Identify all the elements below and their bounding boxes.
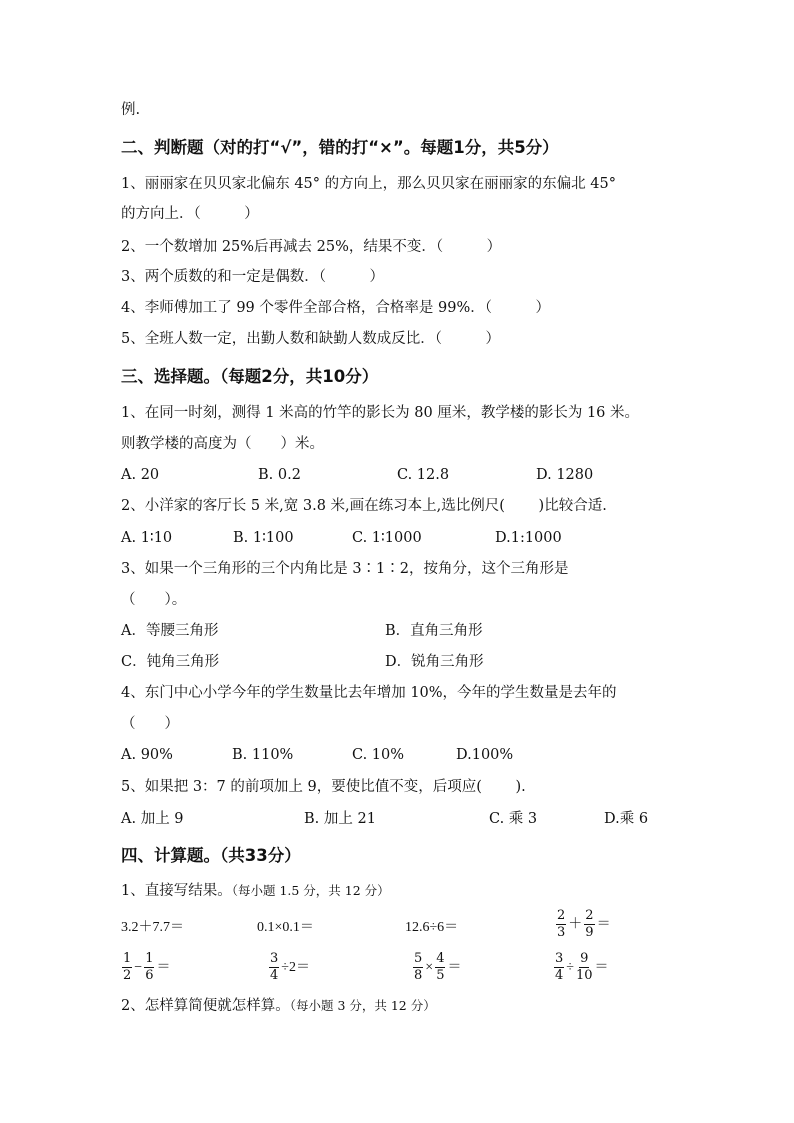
fraction <box>435 952 445 982</box>
s3-q4-option-c: C. 10% <box>352 747 405 763</box>
s3-q1-option-a: A. 20 <box>121 467 160 483</box>
s4-q1 <box>121 884 390 899</box>
calc-expr-7 <box>412 952 462 982</box>
fraction <box>413 952 423 982</box>
fraction <box>556 909 566 939</box>
operator: × <box>425 960 434 976</box>
s2-q1-line1: 1、丽丽家在贝贝家北偏东 45° 的方向上，那么贝贝家在丽丽家的东偏北 45° <box>121 176 616 192</box>
s3-q3-option-c: C．钝角三角形 <box>121 654 220 670</box>
calc-expr-4 <box>555 909 612 939</box>
s3-q4-line1: 4、东门中心小学今年的学生数量比去年增加 10%，今年的学生数量是去年的 <box>121 685 617 701</box>
section4-heading: 四、计算题。（共33分） <box>121 846 301 865</box>
denominator: 4 <box>270 967 279 983</box>
equals-sign: ＝ <box>594 960 609 976</box>
operator: ÷2＝ <box>281 960 310 976</box>
s3-q5-option-c: C. 乘 3 <box>489 811 538 827</box>
s4-q2-text: 2、怎样算简便就怎样算。 <box>121 998 290 1014</box>
denominator: 4 <box>555 967 564 983</box>
s3-q4-option-b: B. 110% <box>232 747 294 763</box>
s3-q3-option-b: B．直角三角形 <box>385 623 483 639</box>
equals-sign: ＝ <box>596 917 611 933</box>
s3-q3-option-d: D．锐角三角形 <box>385 654 484 670</box>
numerator: 3 <box>555 951 564 966</box>
calc-expr-1: 3.2＋7.7＝ <box>121 920 184 935</box>
s3-q4-option-d: D.100% <box>456 747 514 763</box>
s3-q1-line1: 1、在同一时刻，测得 1 米高的竹竿的影长为 80 厘米，教学楼的影长为 16 米。 <box>121 405 640 421</box>
operator: ＋ <box>568 917 583 933</box>
denominator: 6 <box>145 967 154 983</box>
s3-q2-option-d: D.1:1000 <box>495 530 562 546</box>
fraction <box>554 952 564 982</box>
numerator: 1 <box>123 951 132 966</box>
fraction <box>584 909 594 939</box>
s3-q5-option-d: D.乘 6 <box>604 811 649 827</box>
fraction <box>576 952 593 982</box>
s3-q5: 5、如果把 3：7 的前项加上 9，要使比值不变，后项应( ). <box>121 779 526 795</box>
s3-q1-line2: 则教学楼的高度为（ ）米。 <box>121 436 324 452</box>
s3-q2: 2、小洋家的客厅长 5 米,宽 3.8 米,画在练习本上,选比例尺( )比较合适. <box>121 498 607 514</box>
denominator: 5 <box>436 967 445 983</box>
s3-q4-line2: （ ） <box>121 716 179 732</box>
numerator: 4 <box>436 951 445 966</box>
calc-expr-5 <box>121 952 171 982</box>
fraction <box>122 952 132 982</box>
s3-q4-option-a: A. 90% <box>121 747 173 763</box>
section3-heading: 三、选择题。（每题2分，共10分） <box>121 367 379 386</box>
s3-q1-option-d: D. 1280 <box>536 467 594 483</box>
denominator: 9 <box>585 924 594 940</box>
s3-q2-option-a: A. 1∶10 <box>121 530 173 546</box>
s2-q2: 2、一个数增加 25%后再减去 25%，结果不变．（ ） <box>121 239 502 255</box>
operator: − <box>134 960 143 976</box>
fraction <box>144 952 154 982</box>
s2-q1-line2: 的方向上．（ ） <box>121 206 259 222</box>
s4-q1-text: 1、直接写结果。 <box>121 883 232 899</box>
numerator: 5 <box>414 951 423 966</box>
s4-q2 <box>121 999 436 1014</box>
equals-sign: ＝ <box>447 960 462 976</box>
numerator: 2 <box>557 908 566 923</box>
equals-sign: ＝ <box>156 960 171 976</box>
top-fragment: 例. <box>121 102 141 118</box>
numerator: 3 <box>270 951 279 966</box>
s3-q2-option-b: B. 1∶100 <box>233 530 294 546</box>
denominator: 3 <box>557 924 566 940</box>
calc-expr-3: 12.6÷6＝ <box>405 920 459 935</box>
s3-q3-line2: （ ）。 <box>121 592 187 608</box>
s3-q2-option-c: C. 1∶1000 <box>352 530 422 546</box>
s3-q1-option-c: C. 12.8 <box>397 467 450 483</box>
operator: ÷ <box>566 960 574 976</box>
numerator: 2 <box>585 908 594 923</box>
s2-q3: 3、两个质数的和一定是偶数．（ ） <box>121 269 384 285</box>
denominator: 8 <box>414 967 423 983</box>
numerator: 1 <box>145 951 154 966</box>
denominator: 2 <box>123 967 132 983</box>
s4-q1-note: （每小题 1.5 分，共 12 分） <box>231 883 390 898</box>
s4-q2-note: （每小题 3 分，共 12 分） <box>289 998 436 1013</box>
fraction <box>269 952 279 982</box>
s3-q5-option-b: B. 加上 21 <box>304 811 376 827</box>
s2-q4: 4、李师傅加工了 99 个零件全部合格，合格率是 99%．（ ） <box>121 300 550 316</box>
s3-q3-line1: 3、如果一个三角形的三个内角比是 3∶1∶2，按角分，这个三角形是 <box>121 561 569 577</box>
section2-heading: 二、判断题（对的打“√”，错的打“×”。每题1分，共5分） <box>121 138 559 157</box>
denominator: 10 <box>575 967 593 983</box>
calc-expr-2: 0.1×0.1＝ <box>257 920 314 935</box>
s2-q5: 5、全班人数一定，出勤人数和缺勤人数成反比．（ ） <box>121 331 500 347</box>
calc-expr-8 <box>553 952 610 982</box>
calc-expr-6 <box>268 952 311 982</box>
s3-q1-option-b: B. 0.2 <box>258 467 301 483</box>
s3-q5-option-a: A. 加上 9 <box>121 811 184 827</box>
s3-q3-option-a: A．等腰三角形 <box>121 623 219 639</box>
numerator: 9 <box>580 951 589 966</box>
